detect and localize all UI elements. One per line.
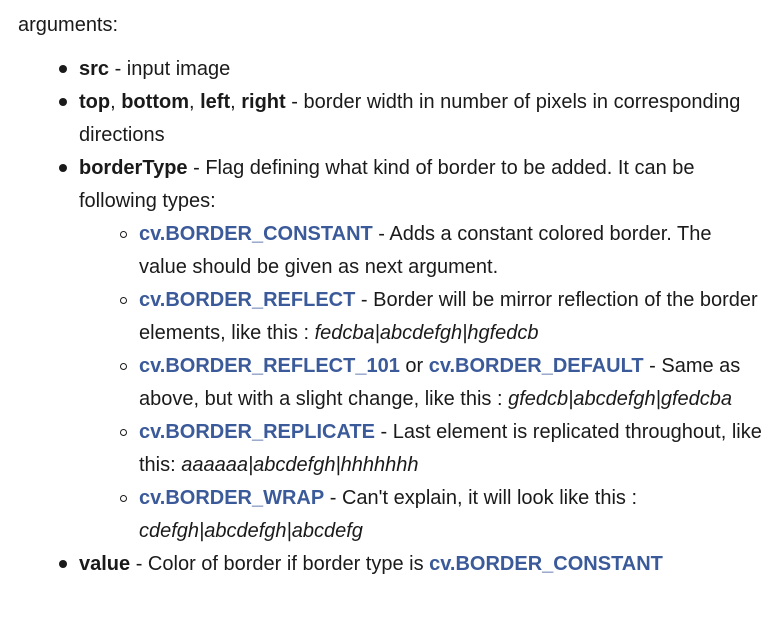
separator: , — [188, 91, 201, 113]
border-type-desc: - Same as above, but with a slight change, like this : — [139, 355, 741, 410]
border-example: aaaaaa|abcdefgh|hhhhhhh — [181, 454, 419, 476]
separator: , — [230, 91, 242, 113]
border-type-desc: - Last element is replicated throughout, like this: — [139, 421, 762, 476]
arg-borders — [79, 86, 763, 152]
code-link-border-constant[interactable]: cv.BORDER_CONSTANT — [429, 553, 663, 575]
arg-name-right: right — [241, 91, 286, 113]
border-type-reflect — [139, 284, 763, 350]
arg-value — [79, 548, 763, 581]
arg-name: value — [79, 553, 131, 575]
code-link-border-constant[interactable]: cv.BORDER_CONSTANT — [139, 223, 373, 245]
arg-bordertype — [79, 152, 763, 548]
border-type-reflect-101 — [139, 350, 763, 416]
code-link-border-wrap[interactable]: cv.BORDER_WRAP — [139, 487, 325, 509]
border-example: fedcba|abcdefgh|hgfedcb — [314, 322, 539, 344]
arg-desc: - input image — [109, 58, 231, 80]
border-type-constant — [139, 218, 763, 284]
code-link-border-reflect[interactable]: cv.BORDER_REFLECT — [139, 289, 356, 311]
intro-cut-line — [18, 0, 763, 9]
arg-src — [79, 53, 763, 86]
code-link-border-default[interactable]: cv.BORDER_DEFAULT — [428, 355, 644, 377]
border-type-wrap — [139, 482, 763, 548]
intro-text: arguments: — [18, 14, 119, 36]
arg-name-left: left — [200, 91, 231, 113]
arg-desc: - border width in number of pixels in corresponding directions — [79, 91, 741, 146]
code-link-border-replicate[interactable]: cv.BORDER_REPLICATE — [139, 421, 375, 443]
code-link-border-reflect-101[interactable]: cv.BORDER_REFLECT_101 — [139, 355, 400, 377]
border-example: gfedcb|abcdefgh|gfedcba — [508, 388, 733, 410]
joiner: or — [399, 355, 429, 377]
arg-name-bottom: bottom — [121, 91, 189, 113]
border-type-desc: - Border will be mirror reflection of the border elements, like this : — [139, 289, 758, 344]
border-example: cdefgh|abcdefgh|abcdefg — [139, 520, 363, 542]
document-body — [18, 0, 763, 581]
arg-desc: - Flag defining what kind of border to be added. It can be following types: — [79, 157, 695, 212]
arg-name: src — [79, 58, 110, 80]
argument-list — [18, 53, 763, 581]
arg-name: borderType — [79, 157, 188, 179]
separator: , — [110, 91, 122, 113]
border-type-desc: - Adds a constant colored border. The value should be given as next argument. — [139, 223, 712, 278]
arg-desc: - Color of border if border type is — [130, 553, 430, 575]
border-type-replicate — [139, 416, 763, 482]
border-type-list — [79, 218, 763, 548]
arg-name-top: top — [79, 91, 111, 113]
border-type-desc: - Can't explain, it will look like this : — [324, 487, 638, 509]
